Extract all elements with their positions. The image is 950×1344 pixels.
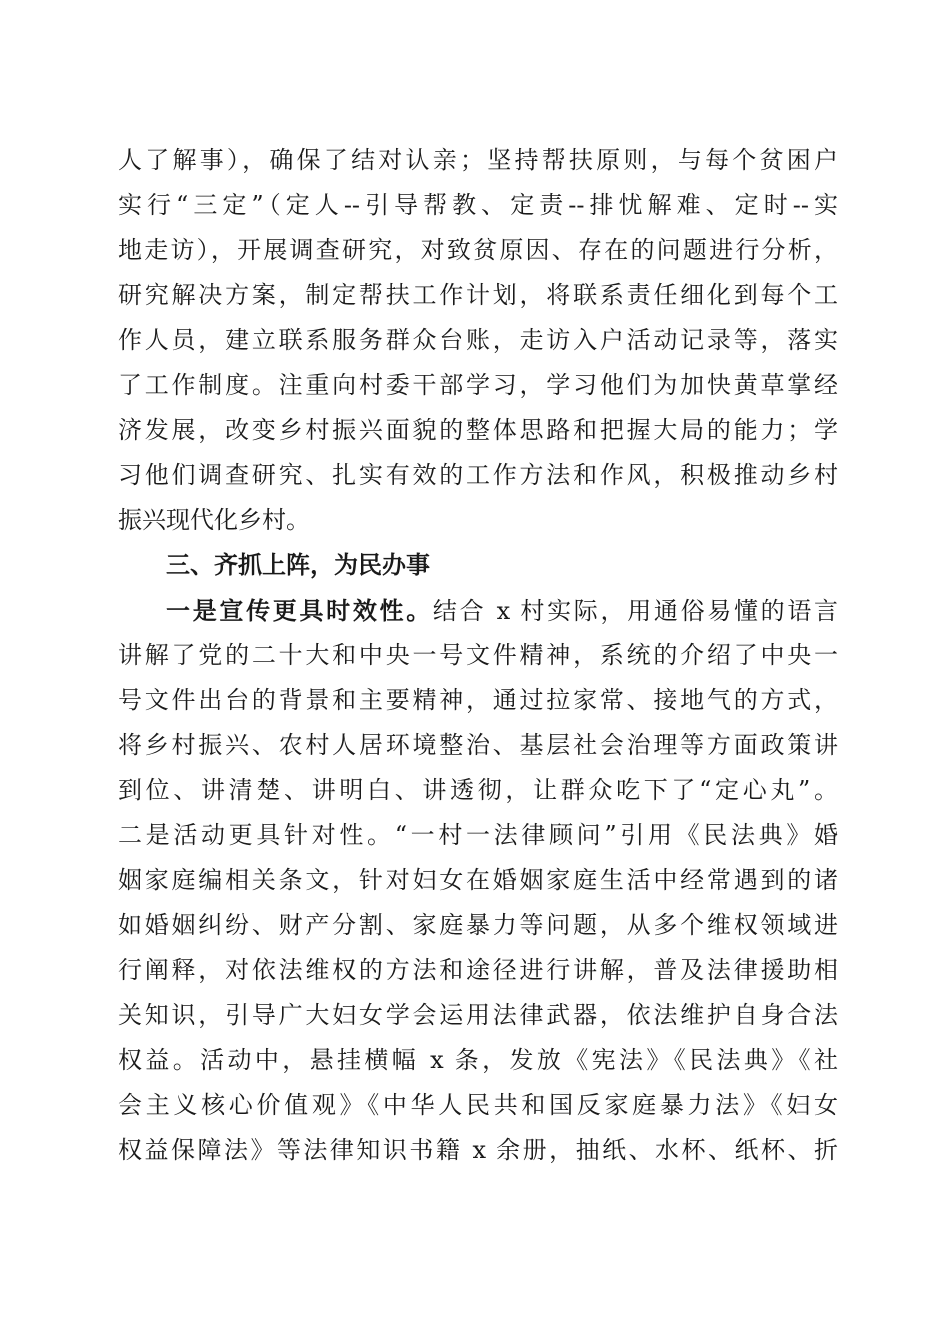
text-line: 到位、讲清楚、讲明白、讲透彻，让群众吃下了“定心丸”。 <box>118 776 838 804</box>
text-line: 振兴现代化乡村。 <box>118 506 310 534</box>
text-line: 作人员，建立联系服务群众台账，走访入户活动记录等，落实 <box>118 326 838 354</box>
paragraph-lead-rest: 结合 x 村实际，用通俗易懂的语言 <box>432 597 838 625</box>
text-line: 将乡村振兴、农村人居环境整治、基层社会治理等方面政策讲 <box>118 731 838 759</box>
text-line: 行阐释，对依法维权的方法和途径进行讲解，普及法律援助相 <box>118 956 838 984</box>
text-line: 实行“三定”（定人--引导帮教、定责--排忧解难、定时--实 <box>118 191 838 219</box>
paragraph-first-line <box>118 588 838 633</box>
text-line: 二是活动更具针对性。“一村一法律顾问”引用《民法典》婚 <box>118 821 838 849</box>
text-line: 讲解了党的二十大和中央一号文件精神，系统的介绍了中央一 <box>118 641 838 669</box>
document-body <box>118 138 838 1173</box>
text-line: 权益。活动中，悬挂横幅 x 条，发放《宪法》《民法典》《社 <box>118 1046 838 1074</box>
text-line: 会主义核心价值观》《中华人民共和国反家庭暴力法》《妇女 <box>118 1091 838 1119</box>
text-line: 地走访），开展调查研究，对致贫原因、存在的问题进行分析， <box>118 236 838 264</box>
text-line: 关知识，引导广大妇女学会运用法律武器，依法维护自身合法 <box>118 1001 838 1029</box>
text-line: 如婚姻纠纷、财产分割、家庭暴力等问题，从多个维权领域进 <box>118 911 838 939</box>
text-line: 研究解决方案，制定帮扶工作计划，将联系责任细化到每个工 <box>118 281 838 309</box>
text-line: 济发展，改变乡村振兴面貌的整体思路和把握大局的能力；学 <box>118 416 838 444</box>
text-line: 了工作制度。注重向村委干部学习，学习他们为加快黄草掌经 <box>118 371 838 399</box>
text-line: 姻家庭编相关条文，针对妇女在婚姻家庭生活中经常遇到的诸 <box>118 866 838 894</box>
text-line: 权益保障法》等法律知识书籍 x 余册，抽纸、水杯、纸杯、折 <box>118 1136 838 1164</box>
text-line: 号文件出台的背景和主要精神，通过拉家常、接地气的方式， <box>118 686 838 714</box>
paragraph-lead: 一是宣传更具时效性。 <box>166 596 433 625</box>
text-line: 人了解事），确保了结对认亲；坚持帮扶原则，与每个贫困户 <box>118 146 838 174</box>
section-heading: 三、齐抓上阵，为民办事 <box>166 551 430 579</box>
text-line: 习他们调查研究、扎实有效的工作方法和作风，积极推动乡村 <box>118 461 838 489</box>
